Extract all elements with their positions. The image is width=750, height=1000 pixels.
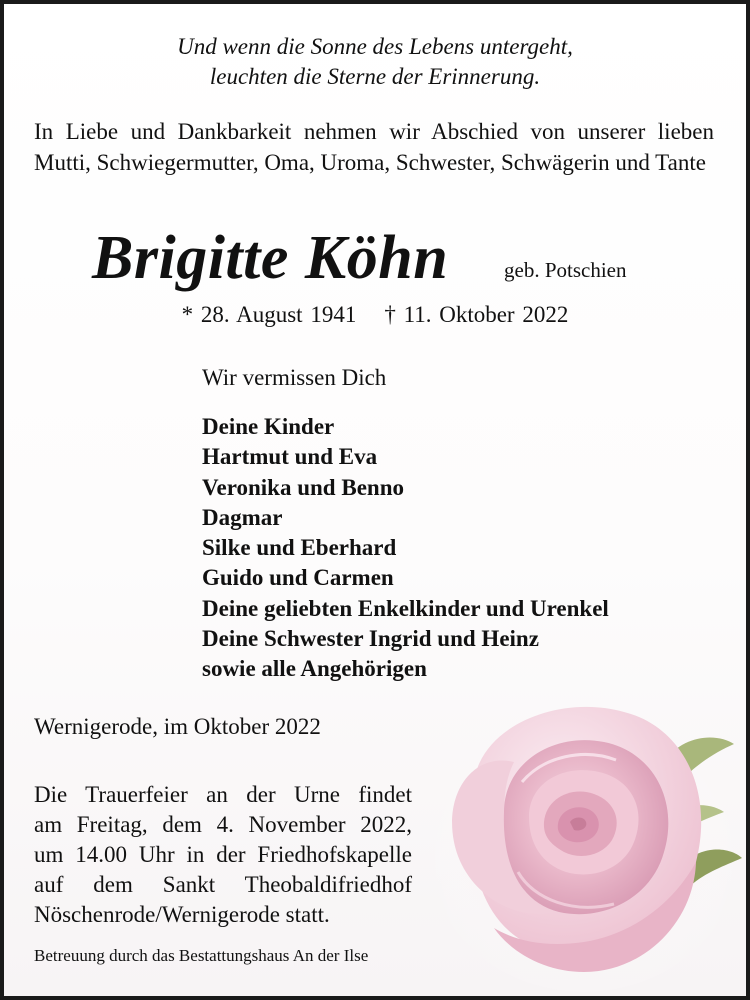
funeral-home-credit: Betreuung durch das Bestattungshaus An der Ilse [34, 946, 369, 965]
place-date: Wernigerode, im Oktober 2022 [34, 714, 321, 739]
mourner-item: Silke und Eberhard [202, 535, 397, 561]
deceased-name: Brigitte Köhn [92, 224, 449, 292]
mourner-item: Hartmut und Eva [202, 444, 378, 470]
mourner-item: Deine Kinder [202, 414, 335, 439]
pink-rose-icon [434, 672, 746, 996]
intro-line-1: In Liebe und Dankbarkeit nehmen wir Abschied von unserer [34, 119, 646, 144]
mourner-item: Guido und Carmen [202, 565, 394, 591]
death-date: † 11. Oktober 2022 [384, 302, 569, 327]
service-line-3: um 14.00 Uhr in der Friedhofskapelle [34, 842, 412, 867]
motto-line-2: leuchten die Sterne der Erinnerung. [209, 64, 541, 89]
mourner-item: sowie alle Angehörigen [202, 656, 427, 682]
service-line-5: Nöschenrode/Wernigerode statt. [34, 902, 330, 927]
service-line-2: am Freitag, dem 4. November 2022, [34, 812, 412, 837]
mourner-item: Dagmar [202, 504, 283, 530]
birth-date: * 28. August 1941 [181, 302, 357, 327]
mourners-list [202, 412, 609, 685]
maiden-name: geb. Potschien [504, 258, 627, 282]
service-line-1: Die Trauerfeier an der Urne findet [34, 782, 412, 807]
mourner-item: Veronika und Benno [202, 474, 404, 500]
mourner-item: Deine geliebten Enkelkinder und Urenkel [202, 595, 609, 621]
motto-line-1: Und wenn die Sonne des Lebens untergeht, [177, 34, 573, 59]
intro-line-2: lieben Mutti, Schwiegermutter, Oma, Uroma, Schwester, [34, 119, 714, 175]
intro-line-3: Schwägerin und Tante [501, 150, 706, 175]
service-line-4: auf dem Sankt Theobaldifriedhof [34, 872, 412, 897]
funeral-service-info [34, 780, 412, 930]
life-dates [4, 300, 746, 330]
mourner-item: Deine Schwester Ingrid und Heinz [202, 626, 539, 652]
miss-message: Wir vermissen Dich [202, 365, 387, 390]
motto-quote [4, 32, 746, 92]
intro-text [34, 116, 714, 178]
